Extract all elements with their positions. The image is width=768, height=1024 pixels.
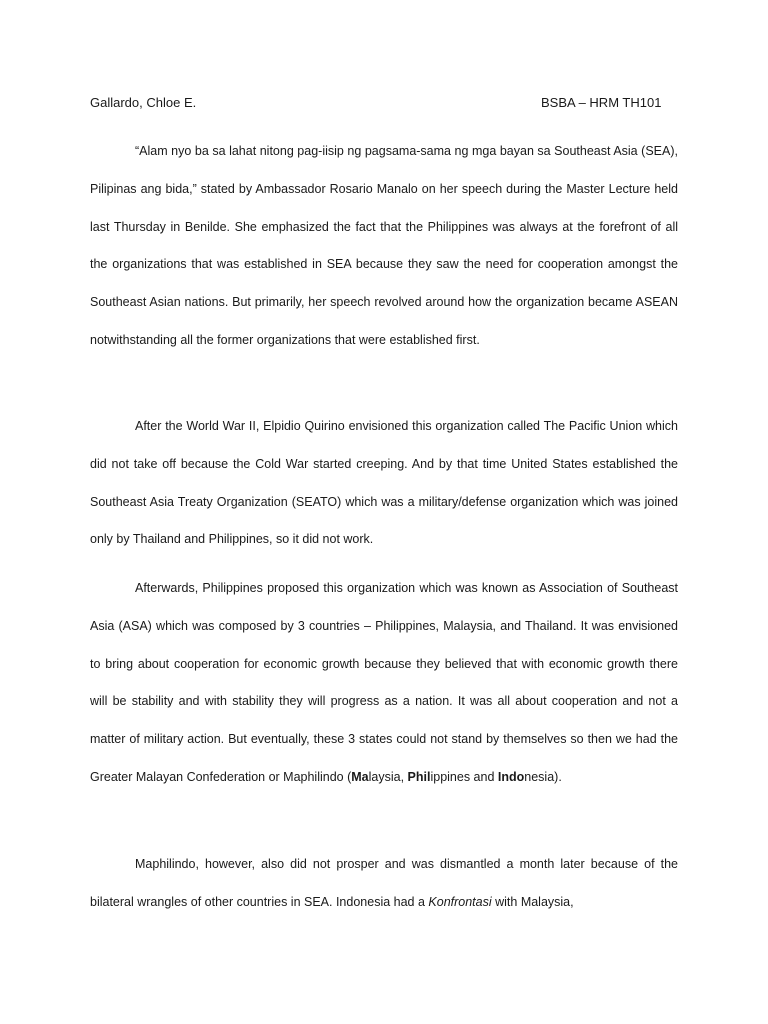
indonesia-rest: nesia). [524,769,562,784]
paragraph-3-text: Afterwards, Philippines proposed this organization which was known as Association of Southeast Asia (ASA) which was composed by 3 countries – Philippines, Malaysia, and Thailand. It was envisioned to bring about cooperation for economic growth because they believed that with economic growth there will be stability and with stability they will progress as a nation. It was all about cooperation and not a matter of military action. But eventually, these 3 states could not stand by themselves so then we had the Greater Malayan Confederation or Maphilindo [90,581,678,784]
bold-indo: Indo [497,769,525,784]
paragraph-1 [90,133,678,360]
bold-ma: Ma [351,769,369,784]
paren-open: ( [347,769,352,784]
paragraph-1-text: “Alam nyo ba sa lahat nitong pag-iisip ng pagsama-sama ng mga bayan sa Southeast Asia (SEA), Pilipinas ang bida,” stated by Ambassador Rosario Manalo on her speech during the Master Lecture held last Thursday in Benilde. She emphasized the fact that the Philippines was always at the forefront of all the organizations that was established in SEA because they saw the need for cooperation amongst the Southeast Asian nations. But primarily, her speech revolved around how the organization became ASEAN notwithstanding all the former organizations that were established first. [90,144,678,347]
bold-phil: Phil [407,769,431,784]
paragraph-4 [90,846,678,922]
paragraph-3 [90,570,678,797]
paragraph-2-text: After the World War II, Elpidio Quirino envisioned this organization called The Pacific Union which did not take off because the Cold War started creeping. And by that time United States established the Southeast Asia Treaty Organization (SEATO) which was a military/defense organization which was joined only by Thailand and Philippines, so it did not work. [90,419,678,547]
course-code: BSBA – HRM TH101 [541,95,662,110]
malaysia-rest: laysia, [368,769,408,784]
paragraph-4-end: with Malaysia, [491,894,574,909]
philippines-rest: ippines and [430,769,498,784]
paragraph-2 [90,408,678,559]
italic-konfrontasi: Konfrontasi [428,894,492,909]
author-name: Gallardo, Chloe E. [90,95,197,110]
paragraph-4-text: Maphilindo, however, also did not prosper and was dismantled a month later because of the bilateral wrangles of other countries in SEA. Indonesia had a [90,857,678,909]
document-header [90,92,678,114]
